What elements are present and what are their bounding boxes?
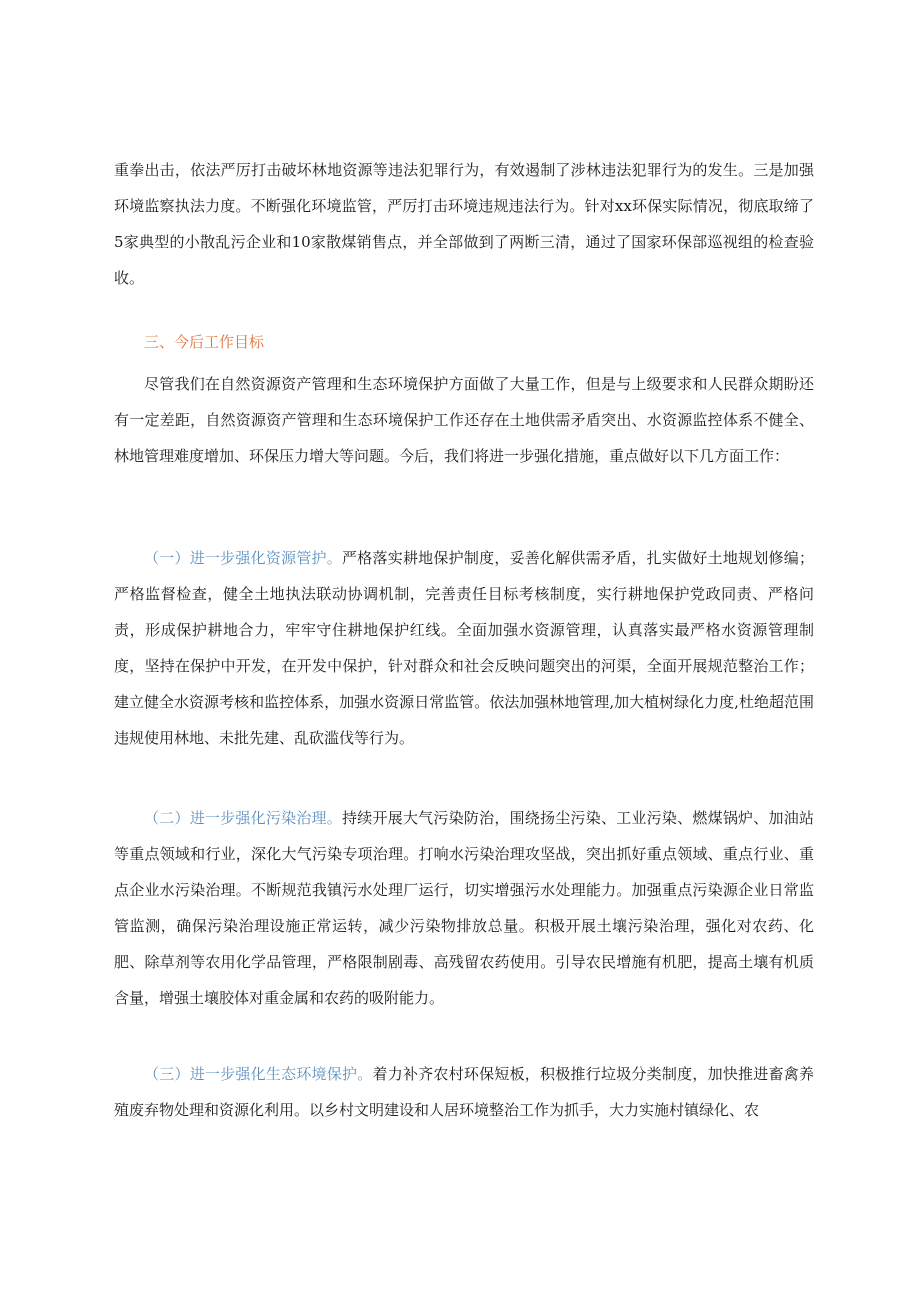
item-lead-pollution-control: （二）进一步强化污染治理。 bbox=[144, 809, 343, 827]
paragraph-item-resource-protection bbox=[114, 540, 814, 756]
item-lead-eco-protection: （三）进一步强化生态环境保护。 bbox=[144, 1065, 373, 1083]
paragraph-law-enforcement: 重拳出击，依法严厉打击破坏林地资源等违法犯罪行为，有效遏制了涉林违法犯罪行为的发生。三是加强环境监察执法力度。不断强化环境监管，严厉打击环境违规违法行为。针对xx环保实际情况，彻底取缔了5家典型的小散乱污企业和10家散煤销售点，并全部做到了两断三清，通过了国家环保部巡视组的检查验收。 bbox=[114, 161, 814, 287]
item-body-pollution-control: 持续开展大气污染防治，围绕扬尘污染、工业污染、燃煤锅炉、加油站等重点领域和行业，深化大气污染专项治理。打响水污染治理攻坚战，突出抓好重点领域、重点行业、重点企业水污染治理。不断规范我镇污水处理厂运行，切实增强污水处理能力。加强重点污染源企业日常监管监测，确保污染治理设施正常运转，减少污染物排放总量。积极开展土壤污染治理，强化对农药、化肥、除草剂等农用化学品管理，严格限制剧毒、高残留农药使用。引导农民增施有机肥，提高土壤有机质含量，增强土壤胶体对重金属和农药的吸附能力。 bbox=[114, 809, 814, 1007]
item-body-eco-protection: 着力补齐农村环保短板，积极推行垃圾分类制度，加快推进畜禽养殖废弃物处理和资源化利用。以乡村文明建设和人居环境整治工作为抓手，大力实施村镇绿化、农 bbox=[114, 1065, 814, 1119]
paragraph-item-pollution-control bbox=[114, 800, 814, 1016]
paragraph-item-eco-protection bbox=[114, 1056, 814, 1128]
item-lead-resource-protection: （一）进一步强化资源管护。 bbox=[144, 549, 343, 567]
section-heading-future-goals: 三、今后工作目标 bbox=[144, 333, 265, 351]
item-body-resource-protection: 严格落实耕地保护制度，妥善化解供需矛盾，扎实做好土地规划修编；严格监督检查，健全土地执法联动协调机制，完善责任目标考核制度，实行耕地保护党政同责、严格问责，形成保护耕地合力，牢牢守住耕地保护红线。全面加强水资源管理，认真落实最严格水资源管理制度，坚持在保护中开发，在开发中保护，针对群众和社会反映问题突出的河渠，全面开展规范整治工作；建立健全水资源考核和监控体系，加强水资源日常监管。依法加强林地管理,加大植树绿化力度,杜绝超范围违规使用林地、未批先建、乱砍滥伐等行为。 bbox=[114, 549, 814, 747]
paragraph-future-overview: 尽管我们在自然资源资产管理和生态环境保护方面做了大量工作，但是与上级要求和人民群众期盼还有一定差距，自然资源资产管理和生态环境保护工作还存在土地供需矛盾突出、水资源监控体系不健全、林地管理难度增加、环保压力增大等问题。今后，我们将进一步强化措施，重点做好以下几方面工作： bbox=[114, 375, 814, 465]
